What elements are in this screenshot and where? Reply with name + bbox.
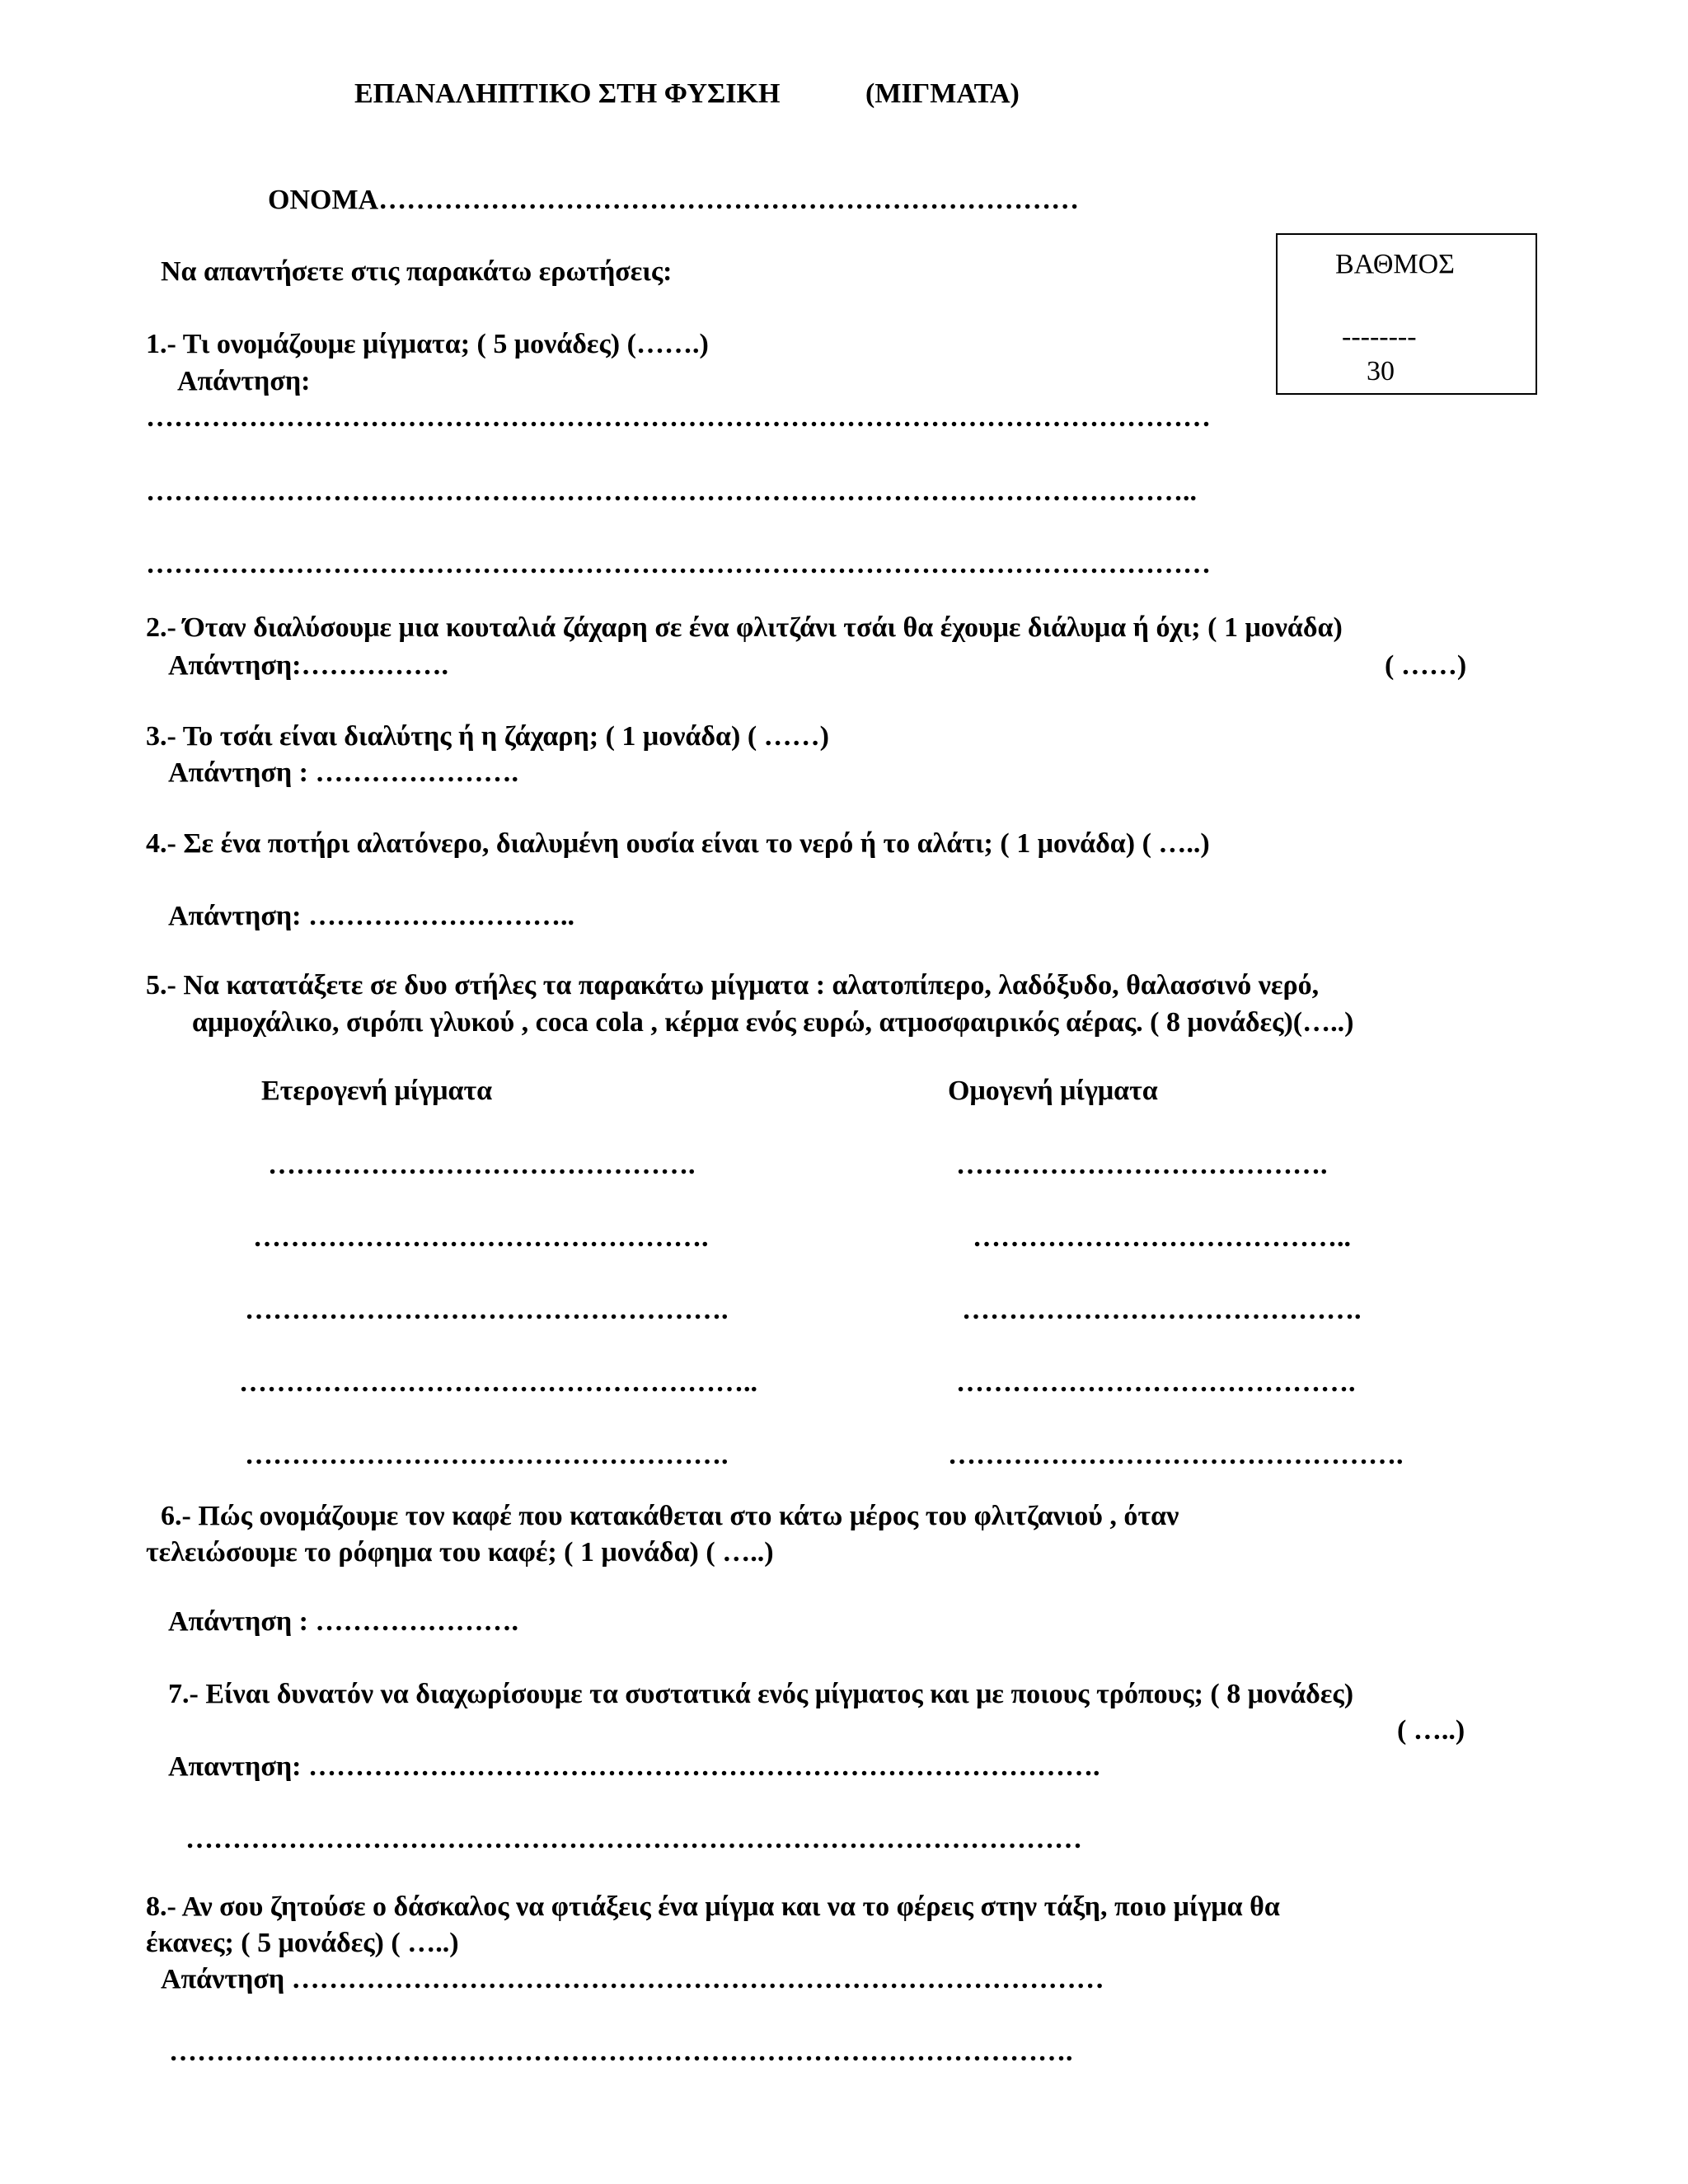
q2-answer[interactable]: Απάντηση:…………….	[168, 650, 448, 681]
homogeneous-line-1[interactable]: ………………………………….	[956, 1150, 1328, 1180]
question-1: 1.- Τι ονομάζουμε μίγματα; ( 5 μονάδες) (…….)	[146, 329, 709, 359]
q1-answer-line-3[interactable]: ……………………………………………………………………………………………………	[146, 549, 1211, 579]
name-field[interactable]: ΟΝΟΜΑ…………………………………………………………………	[268, 185, 1080, 215]
homogeneous-header: Ομογενή μίγματα	[948, 1076, 1158, 1106]
grade-label: ΒΑΘΜΟΣ	[1335, 249, 1455, 279]
question-8-line-2: έκανες; ( 5 μονάδες) ( …..)	[146, 1928, 459, 1958]
q1-answer-label: Απάντηση:	[177, 366, 311, 396]
question-6-line-1: 6.- Πώς ονομάζουμε τον καφέ που κατακάθεται στο κάτω μέρος του φλιτζανιού , όταν	[161, 1501, 1179, 1531]
question-5-line-2: αμμοχάλικο, σιρόπι γλυκού , coca cola , κέρμα ενός ευρώ, ατμοσφαιρικός αέρας. ( 8 μονάδες)(…..)	[192, 1007, 1354, 1038]
question-2: 2.- Όταν διαλύσουμε μια κουταλιά ζάχαρη σε ένα φλιτζάνι τσάι θα έχουμε διάλυμα ή όχι; ( 1 μονάδα)	[146, 612, 1343, 643]
homogeneous-line-3[interactable]: …………………………………….	[962, 1295, 1362, 1325]
page-title: ΕΠΑΝΑΛΗΠΤΙΚΟ ΣΤΗ ΦΥΣΙΚΗ	[354, 78, 781, 109]
q2-score: ( ……)	[1385, 650, 1467, 681]
homogeneous-line-4[interactable]: …………………………………….	[956, 1367, 1356, 1398]
q8-answer-line[interactable]: …………………………………………………………………………………….	[169, 2036, 1073, 2067]
q3-answer[interactable]: Απάντηση : ………………….	[168, 757, 518, 788]
q7-score: ( …..)	[1397, 1715, 1465, 1746]
q6-answer[interactable]: Απάντηση : ………………….	[168, 1606, 518, 1637]
homogeneous-line-2[interactable]: …………………………………..	[973, 1222, 1351, 1253]
heterogeneous-line-3[interactable]: …………………………………………….	[245, 1295, 729, 1325]
instructions: Να απαντήσετε στις παρακάτω ερωτήσεις:	[161, 256, 673, 287]
question-5-line-1: 5.- Να κατατάξετε σε δυο στήλες τα παρακάτω μίγματα : αλατοπίπερο, λαδόξυδο, θαλασσινό νερό,	[146, 970, 1320, 1001]
q7-answer-line[interactable]: ……………………………………………………………………………………	[185, 1824, 1082, 1854]
grade-line: --------	[1342, 321, 1417, 352]
heterogeneous-line-1[interactable]: ……………………………………….	[268, 1150, 696, 1180]
q8-answer[interactable]: Απάντηση ……………………………………………………………………………	[161, 1964, 1104, 1994]
page-subtitle: (ΜΙΓΜΑΤΑ)	[865, 78, 1020, 109]
grade-total: 30	[1367, 356, 1395, 387]
question-4: 4.- Σε ένα ποτήρι αλατόνερο, διαλυμένη ουσία είναι το νερό ή το αλάτι; ( 1 μονάδα) ( …..)	[146, 828, 1210, 859]
heterogeneous-line-5[interactable]: …………………………………………….	[245, 1440, 729, 1470]
question-8-line-1: 8.- Αν σου ζητούσε ο δάσκαλος να φτιάξεις ένα μίγμα και να το φέρεις στην τάξη, ποιο μίγμα θα	[146, 1891, 1280, 1922]
q1-answer-line-2[interactable]: …………………………………………………………………………………………………..	[146, 476, 1197, 507]
question-6-line-2: τελειώσουμε το ρόφημα του καφέ; ( 1 μονάδα) ( …..)	[146, 1537, 774, 1568]
q1-answer-line-1[interactable]: ……………………………………………………………………………………………………	[146, 402, 1211, 433]
q4-answer[interactable]: Απάντηση: ………………………..	[168, 901, 574, 931]
grade-box	[1276, 233, 1537, 395]
homogeneous-line-5[interactable]: ………………………………………….	[948, 1440, 1404, 1470]
heterogeneous-line-2[interactable]: ………………………………………….	[253, 1222, 709, 1253]
heterogeneous-line-4[interactable]: ………………………………………………..	[239, 1367, 757, 1398]
question-7: 7.- Είναι δυνατόν να διαχωρίσουμε τα συστατικά ενός μίγματος και με ποιους τρόπους; ( 8 μονάδες)	[168, 1679, 1354, 1709]
heterogeneous-header: Ετερογενή μίγματα	[261, 1076, 493, 1106]
question-3: 3.- Το τσάι είναι διαλύτης ή η ζάχαρη; ( 1 μονάδα) ( ……)	[146, 721, 829, 752]
q7-answer[interactable]: Απαντηση: ………………………………………………………………………….	[168, 1751, 1100, 1782]
